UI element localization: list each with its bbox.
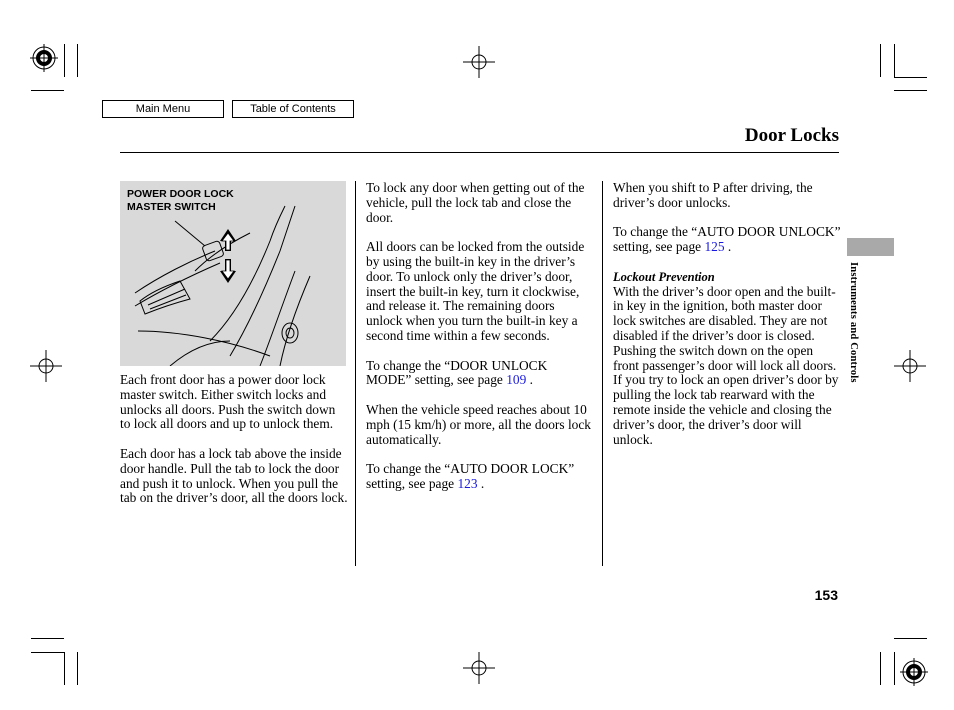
section-label: Instruments and Controls <box>848 262 859 383</box>
section-tab <box>847 238 894 256</box>
crop-mark <box>880 44 881 77</box>
crop-mark <box>894 638 927 639</box>
paragraph-text: To change the “AUTO DOOR UNLOCK” setting, see page <box>613 224 841 255</box>
crop-mark <box>894 44 895 77</box>
page-title: Door Locks <box>744 125 839 146</box>
crop-mark <box>894 90 927 91</box>
crop-mark <box>31 652 64 653</box>
door-switch-illustration <box>120 181 346 366</box>
paragraph: To change the “AUTO DOOR LOCK” setting, see page 123 . <box>366 461 575 491</box>
main-menu-button[interactable]: Main Menu <box>102 100 224 118</box>
crosshair-icon <box>463 46 495 78</box>
paragraph: To lock any door when getting out of the vehicle, pull the lock tab and close the door. <box>366 180 585 225</box>
crop-mark <box>894 77 927 78</box>
paragraph: With the driver’s door open and the built-in key in the ignition, both master door lock switches are disabled. They are not disabled if the driver’s door is closed. Pushing the switch down on the open front passenger’s door will lock all doors. If you try to lock an open driver’s door by pulling the lock tab rearward with the remote inside the vehicle and closing the driver’s door, the driver’s door will unlock. <box>613 283 839 447</box>
crosshair-icon <box>894 350 926 382</box>
paragraph: Each front door has a power door lock master switch. Either switch locks and unlocks all doors. Push the switch down to lock all doors and up to unlock them. <box>120 372 336 432</box>
crop-mark <box>64 652 65 685</box>
column-1 <box>120 373 348 521</box>
crop-mark <box>31 90 64 91</box>
paragraph-text: To change the “DOOR UNLOCK MODE” setting, see page <box>366 357 548 388</box>
column-divider <box>355 181 356 566</box>
header-rule <box>120 152 839 153</box>
paragraph: When the vehicle speed reaches about 10 mph (15 km/h) or more, all the doors lock automatically. <box>366 401 591 447</box>
registration-mark-icon <box>900 658 928 686</box>
crop-mark <box>880 652 881 685</box>
paragraph: To change the “AUTO DOOR UNLOCK” setting, see page 125 . <box>613 224 841 255</box>
paragraph: When you shift to P after driving, the driver’s door unlocks. <box>613 180 813 210</box>
figure-label-line: MASTER SWITCH <box>127 200 216 213</box>
figure-power-door-lock <box>120 181 346 366</box>
paragraph: All doors can be locked from the outside by using the built-in key in the driver’s door. To unlock only the driver’s door, insert the built-in key, turn it clockwise, and release it. The remaining doors unlock when you turn the built-in key a second time within a few seconds. <box>366 239 585 343</box>
paragraph-text: To change the “AUTO DOOR LOCK” setting, see page <box>366 461 575 491</box>
crop-mark <box>31 638 64 639</box>
crop-mark <box>894 652 895 685</box>
paragraph: Each door has a lock tab above the inside door handle. Pull the tab to lock the door and push it to unlock. When you pull the tab on the driver’s door, all the doors lock. <box>120 445 348 506</box>
crosshair-icon <box>463 652 495 684</box>
page-link[interactable]: 123 <box>457 475 478 491</box>
table-of-contents-button[interactable]: Table of Contents <box>232 100 354 118</box>
crop-mark <box>77 652 78 685</box>
registration-mark-icon <box>30 44 58 72</box>
page-link[interactable]: 109 <box>506 372 527 388</box>
crop-mark <box>77 44 78 77</box>
crosshair-icon <box>30 350 62 382</box>
crop-mark <box>64 44 65 77</box>
column-divider <box>602 181 603 566</box>
column-3 <box>613 181 841 462</box>
figure-label-line: POWER DOOR LOCK <box>127 188 234 200</box>
section-heading: Lockout Prevention <box>613 269 715 284</box>
paragraph: To change the “DOOR UNLOCK MODE” setting, see page 109 . <box>366 357 548 388</box>
page-number: 153 <box>814 587 838 603</box>
column-2 <box>366 181 594 507</box>
page-link[interactable]: 125 <box>704 239 725 255</box>
